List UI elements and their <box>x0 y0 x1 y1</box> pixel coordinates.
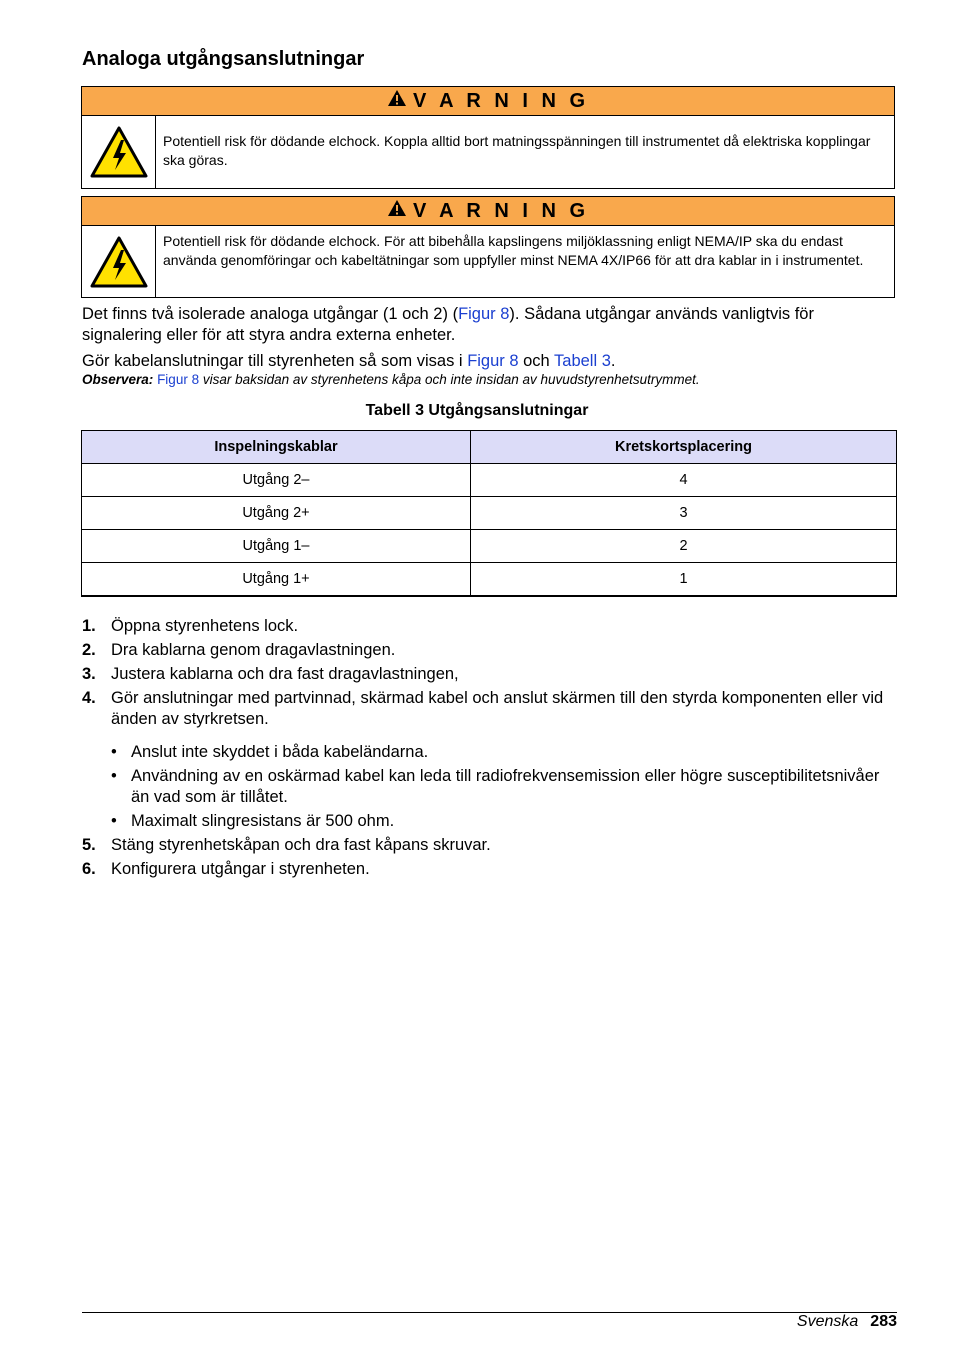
bullet-item: • Anslut inte skyddet i båda kabeländarna. <box>111 743 429 761</box>
list-item: 5. Stäng styrenhetskåpan och dra fast kåpans skruvar. <box>82 836 491 854</box>
warning-box <box>81 86 895 189</box>
table-header-row <box>82 431 897 464</box>
table-cell: 2 <box>471 530 897 563</box>
bullet-item: • Användning av en oskärmad kabel kan leda till radiofrekvensemission eller högre susceptibilitetsnivåer än vad som är tillåtet. <box>111 767 880 806</box>
figure-8-link[interactable]: Figur 8 <box>458 305 510 323</box>
electric-shock-icon <box>82 116 156 188</box>
figure-8-link[interactable]: Figur 8 <box>467 352 519 370</box>
warning-triangle-icon <box>387 89 407 113</box>
footer-language: Svenska <box>796 1313 859 1330</box>
electric-shock-icon <box>82 226 156 297</box>
bullet-list <box>82 742 897 832</box>
warning-header <box>82 197 894 226</box>
warning-triangle-icon <box>387 199 407 223</box>
list-item: 3. Justera kablarna och dra fast dragavlastningen, <box>82 665 459 683</box>
warning-label: V A R N I N G <box>412 199 590 222</box>
list-item: 2. Dra kablarna genom dragavlastningen. <box>82 641 396 659</box>
warning-header <box>82 87 894 116</box>
warning-text: Potentiell risk för dödande elchock. Koppla alltid bort matningsspänningen till instrumentet då elektriska kopplingar ska göras. <box>163 133 871 168</box>
table-3-link[interactable]: Tabell 3 <box>554 352 611 370</box>
connections-table <box>81 430 897 597</box>
warning-box <box>81 196 895 298</box>
table-row <box>82 530 897 563</box>
page-number: 283 <box>870 1313 897 1330</box>
table-cell: Utgång 1– <box>82 530 471 563</box>
instruction-paragraph: Gör kabelanslutningar till styrenheten så som visas i Figur 8 och Tabell 3. <box>82 352 616 370</box>
warning-label: V A R N I N G <box>412 89 590 112</box>
column-header: Inspelningskablar <box>82 431 471 464</box>
bullet-list-container <box>82 742 897 832</box>
table-row <box>82 563 897 597</box>
list-item: 4. Gör anslutningar med partvinnad, skärmad kabel och anslut skärmen till den styrda komponenten eller vid änden av styrkretsen. <box>82 689 884 728</box>
table-cell: Utgång 2+ <box>82 497 471 530</box>
table-row <box>82 464 897 497</box>
page-title: Analoga utgångsanslutningar <box>82 48 365 70</box>
list-item: 1. Öppna styrenhetens lock. <box>82 617 299 635</box>
table-cell: 1 <box>471 563 897 597</box>
list-item: 6. Konfigurera utgångar i styrenheten. <box>82 860 370 878</box>
intro-paragraph: Det finns två isolerade analoga utgångar (1 och 2) (Figur 8). Sådana utgångar används vanligtvis för signalering eller för att styra andra externa enheter. <box>82 305 814 344</box>
column-header: Kretskortsplacering <box>471 431 897 464</box>
figure-8-link[interactable]: Figur 8 <box>157 372 200 387</box>
table-caption: Tabell 3 Utgångsanslutningar <box>365 402 589 419</box>
note: Observera: Figur 8 visar baksidan av styrenhetens kåpa och inte insidan av huvudstyrenhetsutrymmet. <box>82 372 700 387</box>
footer <box>797 1313 897 1331</box>
warning-text: Potentiell risk för dödande elchock. För att bibehålla kapslingens miljöklassning enligt NEMA/IP ska du endast använda genomföringar och kabeltätningar som uppfyller minst NEMA 4X/IP66 för att dra kablar in i instrumentet. <box>163 233 864 268</box>
table-cell: Utgång 2– <box>82 464 471 497</box>
table-cell: Utgång 1+ <box>82 563 471 597</box>
note-label: Observera: <box>82 372 154 387</box>
steps-list <box>82 616 897 883</box>
bullet-item: • Maximalt slingresistans är 500 ohm. <box>111 812 395 830</box>
footer-divider <box>82 1312 897 1313</box>
table-row <box>82 497 897 530</box>
table-cell: 3 <box>471 497 897 530</box>
table-cell: 4 <box>471 464 897 497</box>
